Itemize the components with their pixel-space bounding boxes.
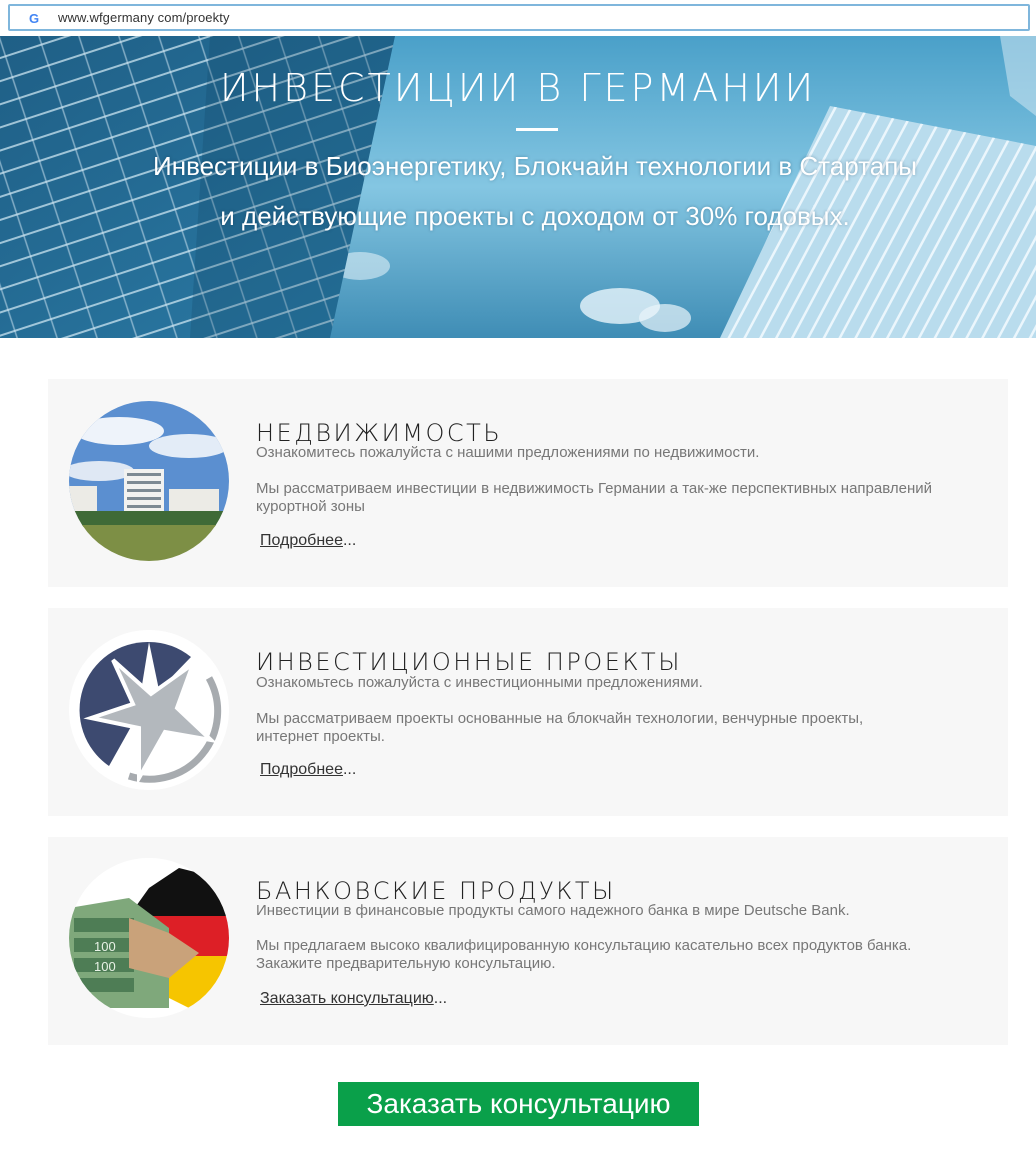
more-link-label[interactable]: Подробнее — [260, 761, 343, 778]
card-description: Ознакомьтесь пожалуйста с инвестиционными предложениями. — [256, 674, 703, 691]
card-investment-projects — [48, 608, 1008, 816]
google-icon — [28, 11, 42, 25]
more-link-ellipsis: ... — [342, 761, 357, 778]
hero-subtitle-line1: Инвестиции в Биоэнергетику, Блокчайн технологии в Стартапы — [153, 151, 917, 181]
star-logo-icon — [69, 630, 229, 790]
card-title: ИНВЕСТИЦИОННЫЕ ПРОЕКТЫ — [256, 648, 682, 676]
card-banking-products — [48, 837, 1008, 1045]
card-description: Ознакомитесь пожалуйста с нашими предложениями по недвижимости. — [256, 444, 760, 461]
card-description: Инвестиции в финансовые продукты самого надежного банка в мире Deutsche Bank. — [256, 902, 850, 919]
more-link-ellipsis: ... — [342, 532, 357, 549]
card-details: Мы рассматриваем инвестиции в недвижимость Германии а так-же перспективных направлений курортной зоны — [256, 480, 933, 515]
card-details: Мы предлагаем высоко квалифицированную консультацию касательно всех продуктов банка. Закажите предварительную консультацию. — [256, 937, 912, 972]
order-consultation-link-label[interactable]: Заказать консультацию — [260, 990, 434, 1007]
more-link[interactable] — [260, 761, 356, 779]
card-title: БАНКОВСКИЕ ПРОДУКТЫ — [256, 877, 616, 905]
svg-text:100: 100 — [94, 939, 116, 954]
more-link[interactable] — [260, 532, 356, 550]
order-consultation-link[interactable] — [260, 990, 447, 1008]
card-title: НЕДВИЖИМОСТЬ — [256, 419, 503, 447]
svg-text:G: G — [29, 10, 40, 25]
order-consultation-button[interactable]: Заказать консультацию — [338, 1082, 699, 1126]
more-link-label[interactable]: Подробнее — [260, 532, 343, 549]
svg-text:100: 100 — [94, 959, 116, 974]
address-bar[interactable] — [8, 4, 1030, 31]
card-real-estate — [48, 379, 1008, 587]
real-estate-photo — [69, 401, 229, 561]
card-details: Мы рассматриваем проекты основанные на блокчайн технологии, венчурные проекты, интернет проекты. — [256, 710, 864, 745]
order-consultation-link-ellipsis: ... — [433, 990, 448, 1007]
german-flag-money-photo — [69, 858, 229, 1018]
hero-subtitle — [40, 141, 1030, 241]
hero-divider — [516, 128, 558, 131]
url-text: www.wfgermany com/proekty — [58, 10, 230, 25]
hero-banner — [0, 36, 1036, 338]
hero-subtitle-line2: и действующие проекты с доходом от 30% годовых. — [220, 201, 850, 231]
hero-title: ИНВЕСТИЦИИ В ГЕРМАНИИ — [219, 66, 817, 110]
